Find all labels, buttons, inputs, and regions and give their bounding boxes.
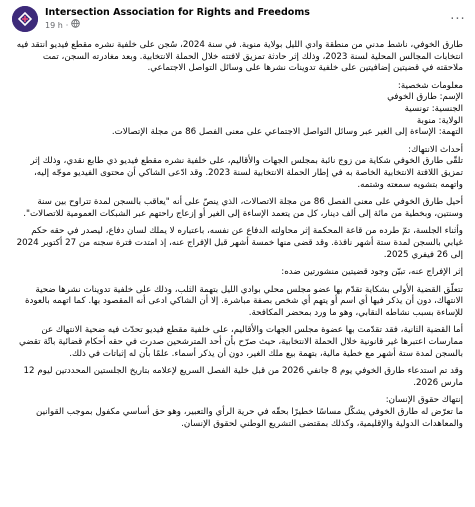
post-header [0, 0, 475, 38]
events-paragraph-1: تلقّى طارق الخوفي شكاية من زوج نائبة بمجلس الجهات والأقاليم، على خلفية نشره مقطع فيديو ذي طابع نقدي، وذلك إثر تمزيق اللافتة الانتخابية الخاصة به في إطار الحملة الانتخابية لسنة 2023. وقد ادّعى الشاكي أن محتوى الفيديو موجّه إليه، واتهمه بتشويه سمعته وشتمه. [30, 156, 463, 190]
logo-mark [12, 6, 38, 32]
events-paragraph-4: إثر الإفراج عنه، تبيّن وجود قضيتين منشورتين ضده: [281, 267, 463, 278]
intro-paragraph: طارق الخوفي، ناشط مدني من منطقة وادي الليل بولاية منوبة. في سنة 2024، سُجن على خلفية نشره مقطع فيديو انتقد فيه انتخابات المجالس المحلية لسنة 2023، وذلك إثر حادثة تمزيق لافتته خلال الحملة الانتخابية. وبعد مغادرته السجن، تمت ملاحقته في قضيتين إضافيتين على خلفية تدوينات نشرها على وسائل التواصل الاجتماعي. [16, 40, 463, 74]
separator-dot: · [65, 20, 69, 30]
post-subline [45, 19, 449, 31]
personal-charge: التهمة: الإساءة إلى الغير عبر وسائل التواصل الاجتماعي على معنى الفصل 86 من مجلة الإتصالات. [111, 127, 463, 138]
more-options-icon[interactable]: ··· [450, 11, 466, 27]
events-paragraph-6: أما القضية الثانية، فقد تقدّمت بها عضوة مجلس الجهات والأقاليم، على خلفية مقطع فيديو تحدّث فيه ضحية الانتهاك عن ممارسات اعتبرها غير قانونية خلال الحملة الانتخابية، حيث صرّح بأن أحد المترشحين صدرت في حقه أحكام قضائية باتّة تقضي بالسجن لمدة ستة أشهر مع خطية مالية، بتهمة بيع ملك الغير، دون أن يذكر أسماء. علمًا بأن له إثباتات في ذلك. [18, 325, 463, 359]
events-paragraph-3: وأثناء الجلسة، تمّ طرده من قاعة المحكمة إثر محاولته الدفاع عن نفسه، باعتباره لا يملك لسان دفاع، ليصدر في حقه حكم غيابي بالسجن لمدة ستة أشهر نافذة. وقد قضى منها خمسة أشهر قبل الإفراج عنه، إذ امتدت فترة سجنه من 27 أكتوبر 2024 إلى 26 فيفري 2025. [16, 226, 463, 260]
events-paragraph-7: وقد تم استدعاء طارق الخوفي يوم 8 جانفي 2026 من قبل خلية الفصل السريع لإعلامه بتاريخ الجلستين المحددتين ليوم 12 مارس 2026. [23, 366, 463, 388]
organization-logo-icon[interactable] [12, 6, 38, 32]
rights-heading: إنتهاك حقوق الإنسان: [385, 395, 463, 406]
personal-name: الإسم: طارق الخوفي [387, 92, 463, 103]
post-meta [45, 7, 449, 31]
page-name-link[interactable]: Intersection Association for Rights and Freedoms [45, 7, 310, 18]
personal-state: الولاية: منوبة [416, 115, 463, 126]
personal-info-heading: معلومات شخصية: [397, 80, 463, 91]
personal-nationality: الجنسية: تونسية [404, 103, 463, 114]
post-time-link[interactable]: 19 h [45, 20, 63, 30]
events-heading: أحداث الانتهاك: [408, 144, 463, 155]
events-paragraph-5: تتعلّق القضية الأولى بشكاية تقدّم بها عضو مجلس محلي بوادي الليل بتهمة الثلب، وذلك على خلفية تدوينات نشرها ضحية الانتهاك، دون أن يذكر فيها أي اسم أو يتهم أي شخص بصفة مباشرة. إلا أن الشاكي ادعى أنه المقصود بها. كما اتهمه بالعودة للإساءة بسبب نشاطه النقابي، وهو ما ورد بمحضر المكافحة. [24, 284, 463, 318]
post-text [0, 38, 475, 430]
rights-paragraph-1: ما تعرّض له طارق الخوفي يشكّل مساسًا خطيرًا بحقّه في حرية الرأي والتعبير، وهو حق أساسي مكفول بموجب القوانين والمعاهدات الدولية والإقليمية، وكذلك بمقتضى التشريع الوطني لحقوق الإنسان. [35, 407, 463, 429]
events-paragraph-2: أحيل طارق الخوفي على معنى الفصل 86 من مجلة الاتصالات، الذي ينصّ على أنه "يعاقب بالسجن لمدة تتراوح بين سنة وسنتين، وبخطية من مائة إلى ألف دينار، كل من يتعمد الإساءة إلى الغير أو إزعاج راحتهم عبر الشبكات العمومية للاتصالات". [23, 197, 463, 219]
globe-icon[interactable] [71, 19, 80, 31]
